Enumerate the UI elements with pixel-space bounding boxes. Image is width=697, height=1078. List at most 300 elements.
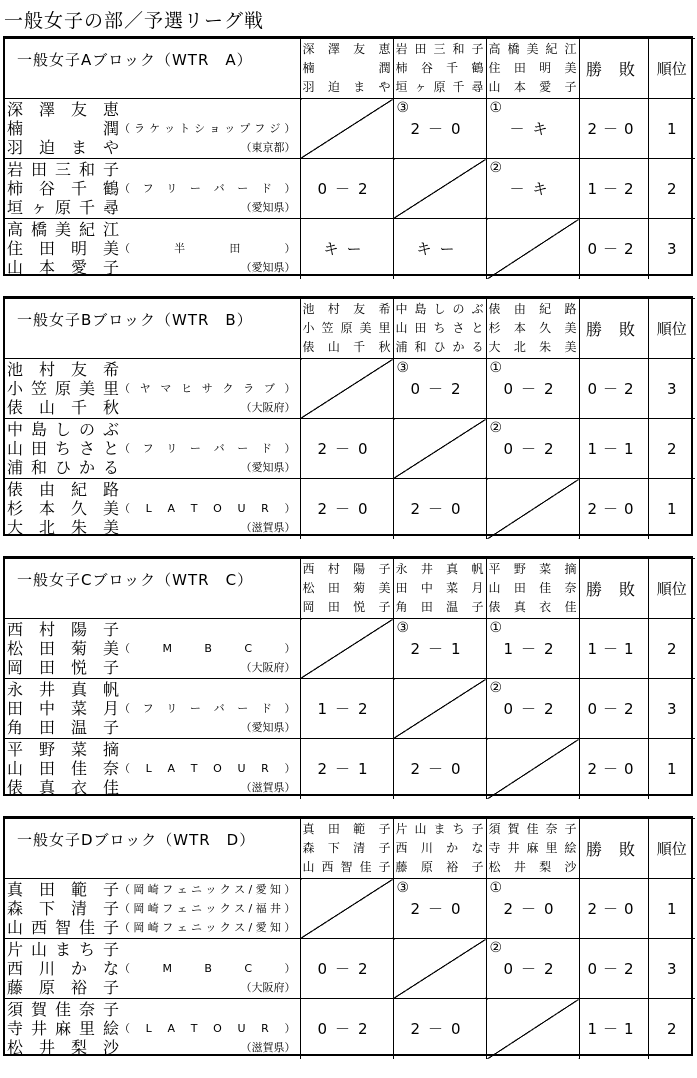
column-player-name bbox=[489, 300, 577, 319]
prefecture: （大阪府） bbox=[240, 661, 296, 674]
name-char: 田 bbox=[395, 581, 408, 595]
match-result-cell bbox=[393, 99, 486, 159]
column-player-name bbox=[303, 858, 391, 877]
name-char: 角 bbox=[395, 600, 408, 614]
column-player-name bbox=[489, 338, 577, 357]
header-row bbox=[5, 299, 695, 359]
club-char: ス bbox=[234, 883, 246, 896]
club-char: （ bbox=[119, 921, 130, 934]
name-char: 佳 bbox=[78, 918, 95, 937]
club-char: ョ bbox=[209, 122, 221, 135]
name-char: 松 bbox=[7, 639, 24, 658]
club-char: O bbox=[213, 762, 222, 776]
match-order: ① bbox=[489, 100, 503, 116]
player-name bbox=[7, 198, 119, 217]
name-char: 千 bbox=[452, 80, 465, 94]
name-char: 山 bbox=[302, 860, 315, 874]
club-char: ド bbox=[260, 702, 272, 715]
match-score: 1－2 bbox=[503, 640, 562, 658]
name-char: 友 bbox=[70, 100, 87, 119]
team-row bbox=[5, 939, 695, 999]
match-score: －キ bbox=[509, 120, 556, 138]
name-char: 子 bbox=[102, 718, 119, 737]
column-player-name bbox=[303, 319, 391, 338]
player-line bbox=[7, 940, 300, 959]
column-player-name bbox=[396, 839, 484, 858]
club-char: C bbox=[244, 642, 253, 655]
match-result-cell bbox=[393, 359, 486, 419]
club-char: バ bbox=[213, 702, 225, 715]
name-char: 真 bbox=[446, 562, 459, 576]
name-char: 路 bbox=[564, 302, 577, 316]
name-char: 佳 bbox=[359, 860, 372, 874]
player-line bbox=[7, 658, 300, 677]
name-char: 三 bbox=[433, 42, 446, 56]
name-char: 羽 bbox=[7, 138, 24, 157]
name-char: ち bbox=[78, 940, 95, 959]
name-char: 里 bbox=[78, 1019, 95, 1039]
name-char: 真 bbox=[7, 880, 24, 899]
match-order: ③ bbox=[396, 100, 410, 116]
name-char: 深 bbox=[302, 42, 315, 56]
name-char: 田 bbox=[30, 439, 47, 458]
club-name bbox=[119, 880, 300, 899]
name-char: や bbox=[378, 80, 391, 94]
player-name bbox=[7, 699, 119, 718]
league-block bbox=[3, 816, 693, 1056]
column-player-name bbox=[489, 40, 577, 59]
name-char: 寺 bbox=[488, 841, 501, 855]
team-names bbox=[5, 159, 300, 219]
name-char: 摘 bbox=[564, 562, 577, 576]
club-char: A bbox=[167, 762, 176, 776]
name-char: 路 bbox=[102, 480, 119, 500]
match-result-cell bbox=[300, 219, 393, 279]
self-match-cell bbox=[486, 219, 579, 279]
club-char: ー bbox=[189, 442, 201, 455]
club-name bbox=[119, 959, 300, 978]
club-char: （ bbox=[119, 762, 130, 776]
name-char: 原 bbox=[54, 198, 71, 217]
player-name bbox=[7, 680, 119, 699]
name-char: 菜 bbox=[446, 581, 459, 595]
club-char: T bbox=[190, 502, 198, 516]
club-char: ー bbox=[237, 182, 249, 195]
player-name bbox=[7, 420, 119, 439]
prefecture: （愛知県） bbox=[240, 261, 296, 275]
name-char: 和 bbox=[452, 42, 465, 56]
name-char: 紀 bbox=[539, 302, 552, 316]
name-char: 田 bbox=[30, 160, 47, 179]
column-player-name bbox=[303, 579, 391, 598]
player-name bbox=[7, 1019, 119, 1038]
club-char: ッ bbox=[205, 902, 217, 915]
name-char: 摘 bbox=[102, 740, 119, 760]
club-char: ） bbox=[284, 962, 296, 975]
self-match-cell bbox=[300, 359, 393, 419]
name-char: 子 bbox=[378, 860, 391, 874]
name-char: か bbox=[70, 959, 87, 978]
name-char: 子 bbox=[378, 822, 391, 836]
match-score: 2－0 bbox=[410, 760, 469, 779]
club-char: フ bbox=[142, 702, 154, 715]
name-char: 佳 bbox=[54, 1000, 71, 1020]
club-char: フ bbox=[162, 883, 174, 896]
name-char: 菜 bbox=[539, 562, 552, 576]
club-char: （ bbox=[119, 642, 130, 655]
club-char: 崎 bbox=[147, 883, 159, 896]
name-char: 佳 bbox=[102, 778, 119, 798]
name-char: 羽 bbox=[302, 80, 315, 94]
name-char: 山 bbox=[488, 80, 501, 94]
club-char: リ bbox=[166, 702, 178, 715]
name-char: 絵 bbox=[564, 841, 577, 855]
column-player-name bbox=[396, 40, 484, 59]
club-char: リ bbox=[166, 182, 178, 195]
name-char: 友 bbox=[353, 302, 366, 316]
club-char: ェ bbox=[176, 902, 188, 915]
name-char: 楠 bbox=[7, 119, 24, 138]
match-result-cell bbox=[300, 679, 393, 739]
player-name bbox=[7, 940, 119, 959]
name-char: 山 bbox=[38, 398, 55, 417]
club-char: ） bbox=[284, 762, 296, 776]
player-name bbox=[7, 899, 119, 918]
match-score: 2－0 bbox=[410, 900, 469, 918]
name-char: 陽 bbox=[70, 620, 87, 639]
player-line bbox=[7, 778, 300, 797]
column-player-name bbox=[303, 598, 391, 617]
name-char: 本 bbox=[513, 321, 526, 335]
match-score: キー bbox=[323, 240, 370, 259]
column-player-name bbox=[489, 59, 577, 78]
name-char: ま bbox=[54, 940, 71, 959]
club-char: 愛 bbox=[255, 883, 267, 896]
player-line bbox=[7, 420, 300, 439]
name-char: 恵 bbox=[102, 100, 119, 119]
name-char: 希 bbox=[378, 302, 391, 316]
name-char: 智 bbox=[340, 860, 353, 874]
column-player-name bbox=[489, 78, 577, 97]
match-score: 0－2 bbox=[410, 380, 469, 398]
club-char: ブ bbox=[263, 382, 275, 395]
block-title: 一般女子Cブロック（WTR C） bbox=[5, 559, 300, 619]
player-name bbox=[7, 398, 119, 417]
name-char: 江 bbox=[102, 220, 119, 240]
name-char: 江 bbox=[564, 42, 577, 56]
column-player-name bbox=[396, 598, 484, 617]
self-match-cell bbox=[300, 879, 393, 939]
block-title: 一般女子Aブロック（WTR A） bbox=[5, 39, 300, 99]
team-row bbox=[5, 879, 695, 939]
name-char: 陽 bbox=[353, 562, 366, 576]
name-char: 田 bbox=[327, 600, 340, 614]
name-char: 鶴 bbox=[471, 61, 484, 75]
club-char: ク bbox=[219, 902, 231, 915]
record-header: 勝 敗 bbox=[579, 819, 648, 879]
team-names bbox=[5, 739, 300, 799]
club-char: ） bbox=[284, 642, 296, 655]
club-char: L bbox=[145, 1022, 152, 1036]
column-player-name bbox=[489, 839, 577, 858]
team-names bbox=[5, 479, 300, 539]
club-char: 半 bbox=[174, 242, 186, 256]
club-name bbox=[119, 899, 300, 918]
club-name bbox=[119, 239, 300, 258]
name-char: 中 bbox=[420, 581, 433, 595]
name-char: 子 bbox=[102, 899, 119, 918]
name-char: 紀 bbox=[545, 42, 558, 56]
name-char: 裕 bbox=[446, 860, 459, 874]
name-char: 谷 bbox=[38, 179, 55, 198]
club-char: （ bbox=[119, 1022, 130, 1036]
column-team-header bbox=[393, 819, 486, 879]
name-char: 子 bbox=[564, 822, 577, 836]
player-name bbox=[7, 220, 119, 239]
player-name bbox=[7, 480, 119, 499]
name-char: ま bbox=[353, 80, 366, 94]
name-char: 真 bbox=[302, 822, 315, 836]
name-char: 池 bbox=[7, 360, 24, 379]
column-player-name bbox=[489, 560, 577, 579]
player-name bbox=[7, 1038, 119, 1057]
club-char: ） bbox=[284, 921, 296, 934]
name-char: 原 bbox=[54, 379, 71, 398]
name-char: 澤 bbox=[327, 42, 340, 56]
club-char: B bbox=[204, 962, 212, 975]
player-line bbox=[7, 759, 300, 778]
name-char: ぶ bbox=[471, 302, 484, 316]
club-char: ヤ bbox=[139, 382, 151, 395]
club-char: 愛 bbox=[255, 921, 267, 934]
name-char: 岡 bbox=[7, 658, 24, 677]
name-char: 森 bbox=[7, 899, 24, 918]
prefecture: （滋賀県） bbox=[240, 781, 296, 795]
rank-value: 1 bbox=[648, 99, 695, 159]
match-order: ② bbox=[489, 160, 503, 176]
name-char: 村 bbox=[38, 620, 55, 639]
name-char: 松 bbox=[7, 1038, 24, 1058]
name-char: 真 bbox=[70, 680, 87, 699]
name-char: 下 bbox=[327, 841, 340, 855]
player-name bbox=[7, 258, 119, 277]
match-score: 0－2 bbox=[503, 440, 562, 458]
club-char: L bbox=[145, 762, 152, 776]
name-char: か bbox=[452, 340, 465, 354]
name-char: 藤 bbox=[395, 860, 408, 874]
name-char: る bbox=[102, 458, 119, 477]
name-char: ぶ bbox=[102, 420, 119, 439]
name-char: 和 bbox=[78, 160, 95, 179]
player-name bbox=[7, 179, 119, 198]
match-result-cell bbox=[300, 739, 393, 799]
name-char: 山 bbox=[7, 439, 24, 458]
club-char: フ bbox=[142, 442, 154, 455]
name-char: 田 bbox=[414, 321, 427, 335]
name-char: 山 bbox=[7, 759, 24, 779]
club-char: 岡 bbox=[133, 921, 145, 934]
player-line bbox=[7, 880, 300, 899]
name-char: ヶ bbox=[30, 198, 47, 217]
column-player-name bbox=[396, 59, 484, 78]
league-block bbox=[3, 36, 693, 276]
name-char: 帆 bbox=[471, 562, 484, 576]
team-row bbox=[5, 619, 695, 679]
player-name bbox=[7, 918, 119, 937]
name-char: 美 bbox=[78, 379, 95, 398]
player-name bbox=[7, 160, 119, 179]
column-player-name bbox=[303, 820, 391, 839]
self-match-cell bbox=[486, 479, 579, 539]
self-match-cell bbox=[393, 679, 486, 739]
name-char: 井 bbox=[30, 1019, 47, 1039]
self-match-cell bbox=[486, 739, 579, 799]
club-name bbox=[119, 699, 300, 718]
name-char: 由 bbox=[38, 480, 55, 500]
name-char: 岡 bbox=[302, 600, 315, 614]
name-char: 清 bbox=[353, 841, 366, 855]
club-char: フ bbox=[162, 902, 174, 915]
name-char: 中 bbox=[395, 302, 408, 316]
name-char: 千 bbox=[353, 340, 366, 354]
player-line bbox=[7, 740, 300, 759]
name-char: 子 bbox=[378, 562, 391, 576]
rank-value: 2 bbox=[648, 999, 695, 1059]
name-char: 秋 bbox=[102, 398, 119, 417]
column-player-name bbox=[489, 319, 577, 338]
match-order: ③ bbox=[396, 360, 410, 376]
club-char: ） bbox=[284, 122, 296, 135]
name-char: 俵 bbox=[7, 778, 24, 798]
name-char: 愛 bbox=[70, 258, 87, 278]
league-table bbox=[5, 298, 695, 539]
name-char: 平 bbox=[7, 740, 24, 760]
club-char: ク bbox=[222, 382, 234, 395]
win-loss-record: 2－0 bbox=[579, 479, 648, 539]
player-line bbox=[7, 680, 300, 699]
match-result-cell bbox=[393, 219, 486, 279]
club-char: U bbox=[237, 762, 246, 776]
club-char: プ bbox=[239, 122, 251, 135]
name-char: 愛 bbox=[539, 80, 552, 94]
name-char: 浦 bbox=[7, 458, 24, 477]
rank-value: 1 bbox=[648, 879, 695, 939]
club-char: O bbox=[213, 1022, 222, 1036]
player-line bbox=[7, 198, 300, 217]
name-char: し bbox=[54, 420, 71, 439]
record-header: 勝 敗 bbox=[579, 559, 648, 619]
club-char: L bbox=[145, 502, 152, 516]
name-char: 野 bbox=[513, 562, 526, 576]
league-block bbox=[3, 296, 693, 536]
club-char: マ bbox=[160, 382, 172, 395]
name-char: と bbox=[102, 439, 119, 458]
name-char: 鶴 bbox=[102, 179, 119, 198]
name-char: し bbox=[433, 302, 446, 316]
club-char: ニ bbox=[190, 902, 202, 915]
win-loss-record: 2－0 bbox=[579, 879, 648, 939]
club-char: R bbox=[261, 1022, 269, 1036]
player-line bbox=[7, 439, 300, 458]
club-char: 福 bbox=[255, 902, 267, 915]
league-table bbox=[5, 558, 695, 799]
name-char: 子 bbox=[102, 940, 119, 959]
player-line bbox=[7, 1019, 300, 1038]
name-char: 山 bbox=[30, 940, 47, 959]
name-char: 潤 bbox=[378, 61, 391, 75]
name-char: 井 bbox=[38, 680, 55, 699]
club-char: O bbox=[213, 502, 222, 516]
club-char: ッ bbox=[205, 883, 217, 896]
rank-value: 1 bbox=[648, 479, 695, 539]
name-char: 寺 bbox=[7, 1019, 24, 1039]
name-char: 千 bbox=[446, 61, 459, 75]
name-char: 和 bbox=[30, 458, 47, 477]
name-char: 田 bbox=[513, 61, 526, 75]
match-order: ① bbox=[489, 620, 503, 636]
name-char: 池 bbox=[302, 302, 315, 316]
header-row bbox=[5, 39, 695, 99]
name-char: 朱 bbox=[70, 518, 87, 538]
rank-value: 2 bbox=[648, 159, 695, 219]
player-line bbox=[7, 360, 300, 379]
name-char: 子 bbox=[378, 841, 391, 855]
name-char: 子 bbox=[471, 860, 484, 874]
name-char: 森 bbox=[302, 841, 315, 855]
club-name bbox=[119, 179, 300, 198]
club-name bbox=[119, 759, 300, 778]
match-order: ② bbox=[489, 420, 503, 436]
club-char: R bbox=[261, 502, 269, 516]
match-result-cell bbox=[486, 619, 579, 679]
win-loss-record: 1－1 bbox=[579, 419, 648, 479]
club-char: / bbox=[248, 883, 253, 896]
club-char: （ bbox=[119, 962, 130, 975]
name-char: 原 bbox=[38, 978, 55, 997]
name-char: 島 bbox=[414, 302, 427, 316]
win-loss-record: 1－2 bbox=[579, 159, 648, 219]
name-char: 沙 bbox=[564, 860, 577, 874]
name-char: 美 bbox=[378, 581, 391, 595]
name-char: 川 bbox=[38, 959, 55, 978]
block-title: 一般女子Bブロック（WTR B） bbox=[5, 299, 300, 359]
name-char: 田 bbox=[7, 699, 24, 718]
club-char: シ bbox=[194, 122, 206, 135]
name-char: 里 bbox=[102, 379, 119, 398]
name-char: 賀 bbox=[507, 822, 520, 836]
match-result-cell bbox=[300, 939, 393, 999]
name-char: 千 bbox=[70, 398, 87, 417]
match-score: 2－1 bbox=[317, 760, 376, 779]
name-char: 藤 bbox=[7, 978, 24, 997]
name-char: 沙 bbox=[102, 1038, 119, 1058]
player-line bbox=[7, 398, 300, 417]
club-char: バ bbox=[213, 182, 225, 195]
match-result-cell bbox=[393, 619, 486, 679]
player-line bbox=[7, 518, 300, 537]
name-char: 尋 bbox=[102, 198, 119, 217]
name-char: 川 bbox=[420, 841, 433, 855]
name-char: 三 bbox=[54, 160, 71, 179]
player-line bbox=[7, 220, 300, 239]
page-title: 一般女子の部／予選リーグ戦 bbox=[4, 10, 265, 32]
name-char: 山 bbox=[395, 321, 408, 335]
name-char: 菜 bbox=[70, 699, 87, 718]
club-char: ） bbox=[284, 502, 296, 516]
club-char: 知 bbox=[270, 921, 282, 934]
name-char: 須 bbox=[7, 1000, 24, 1020]
team-names bbox=[5, 419, 300, 479]
